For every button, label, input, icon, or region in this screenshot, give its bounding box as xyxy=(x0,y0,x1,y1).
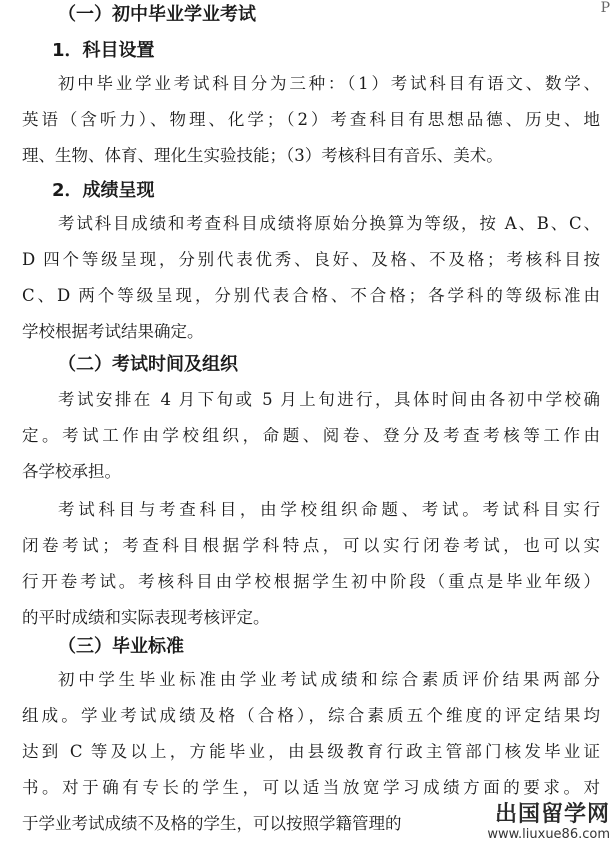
section-heading-2: （二）考试时间及组织 xyxy=(58,354,238,375)
paragraph-line: 各学校承担。 xyxy=(22,462,121,481)
watermark-url: www.liuxue86.com xyxy=(487,827,610,842)
paragraph-line: 初中学生毕业标准由学业考试成绩和综合素质评价结果两部分 xyxy=(58,670,600,689)
page-corner-mark: P xyxy=(600,0,610,16)
watermark-logo-text: 出国留学网 xyxy=(494,802,610,827)
site-watermark xyxy=(470,802,610,846)
paragraph-line: 组成。学业考试成绩及格（合格），综合素质五个维度的评定结果均 xyxy=(22,706,600,725)
subheading-subjects: 1．科目设置 xyxy=(52,40,155,61)
paragraph-line: 考试科目成绩和考查科目成绩将原始分换算为等级，按 A、B、C、 xyxy=(58,214,600,233)
subheading-grades: 2．成绩呈现 xyxy=(52,180,155,201)
paragraph-line: 初中毕业学业考试科目分为三种：（1）考试科目有语文、数学、 xyxy=(58,74,600,93)
paragraph-line: 达到 C 等及以上，方能毕业，由县级教育行政主管部门核发毕业证 xyxy=(22,742,600,761)
paragraph-line: 书。对于确有专长的学生，可以适当放宽学习成绩方面的要求。对 xyxy=(22,778,600,797)
paragraph-line: 的平时成绩和实际表现考核评定。 xyxy=(22,608,270,627)
paragraph-line: 闭卷考试；考查科目根据学科特点，可以实行闭卷考试，也可以实 xyxy=(22,536,600,555)
section-heading-1: （一）初中毕业学业考试 xyxy=(58,4,256,25)
paragraph-line: 学校根据考试结果确定。 xyxy=(22,322,204,341)
paragraph-line: 英语（含听力）、物理、化学；（2）考查科目有思想品德、历史、地 xyxy=(22,110,600,129)
paragraph-line: D 四个等级呈现，分别代表优秀、良好、及格、不及格；考核科目按 xyxy=(22,250,600,269)
paragraph-line: 行开卷考试。考核科目由学校根据学生初中阶段（重点是毕业年级） xyxy=(22,572,600,591)
paragraph-line: 理、生物、体育、理化生实验技能；（3）考核科目有音乐、美术。 xyxy=(22,146,503,165)
paragraph-line: C、D 两个等级呈现，分别代表合格、不合格；各学科的等级标准由 xyxy=(22,286,600,305)
section-heading-3: （三）毕业标准 xyxy=(58,636,184,657)
paragraph-line: 考试科目与考查科目，由学校组织命题、考试。考试科目实行 xyxy=(58,500,600,519)
paragraph-line: 于学业考试成绩不及格的学生，可以按照学籍管理的 xyxy=(22,814,402,833)
paragraph-line: 定。考试工作由学校组织，命题、阅卷、登分及考查考核等工作由 xyxy=(22,426,600,445)
paragraph-line: 考试安排在 4 月下旬或 5 月上旬进行，具体时间由各初中学校确 xyxy=(58,390,600,409)
